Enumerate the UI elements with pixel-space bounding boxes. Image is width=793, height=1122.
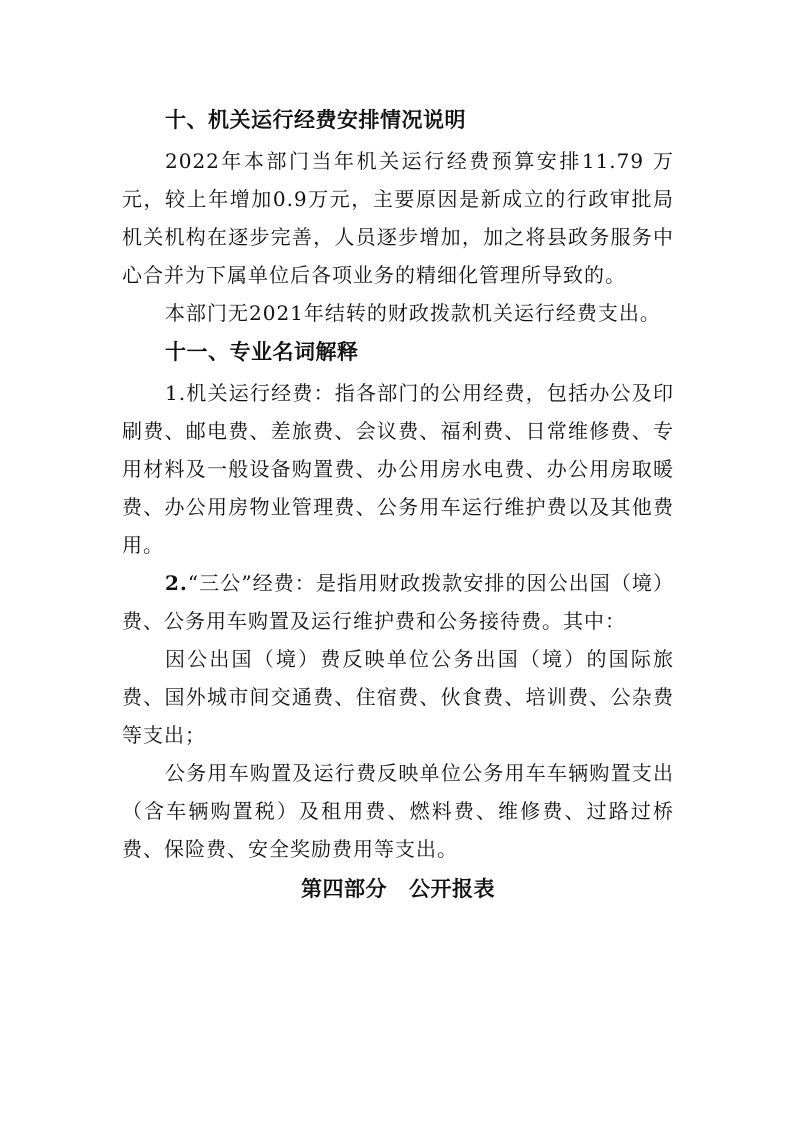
- definition-official-vehicles: 公务用车购置及运行费反映单位公务用车车辆购置支出（含车辆购置税）及租用费、燃料费、维修费、过路过桥费、保险费、安全奖励费用等支出。: [122, 761, 674, 861]
- definition-operating-expenses: 1.机关运行经费：指各部门的公用经费，包括办公及印刷费、邮电费、差旅费、会议费、福利费、日常维修费、专用材料及一般设备购置费、办公用房水电费、办公用房取暖费、办公用房物业管理费、公务用车运行维护费以及其他费用。: [122, 381, 674, 557]
- section-10-heading: 十、机关运行经费安排情况说明: [165, 108, 466, 132]
- part-4-title-b: 公开报表: [409, 877, 495, 901]
- definition-overseas-travel: 因公出国（境）费反映单位公务出国（境）的国际旅费、国外城市间交通费、住宿费、伙食费、培训费、公杂费等支出；: [122, 647, 674, 747]
- section-11-heading: 十一、专业名词解释: [165, 340, 359, 364]
- part-4-title: [122, 872, 674, 906]
- section-10-paragraph-2: 本部门无2021年结转的财政拨款机关运行经费支出。: [165, 301, 661, 325]
- document-page: [122, 104, 674, 906]
- section-10-paragraph-1: 2022年本部门当年机关运行经费预算安排11.79 万元，较上年增加0.9万元，主要原因是新成立的行政审批局机关机构在逐步完善，人员逐步增加，加之将县政务服务中心合并为下属单位后各项业务的精细化管理所导致的。: [122, 149, 674, 287]
- part-4-title-a: 第四部分: [301, 877, 387, 901]
- definition-text: “三公”经费：是指用财政拨款安排的因公出国（境）费、公务用车购置及运行维护费和公务接待费。其中：: [122, 571, 674, 633]
- definition-number: 2.: [165, 571, 188, 595]
- definition-three-public-expenses: [122, 564, 674, 640]
